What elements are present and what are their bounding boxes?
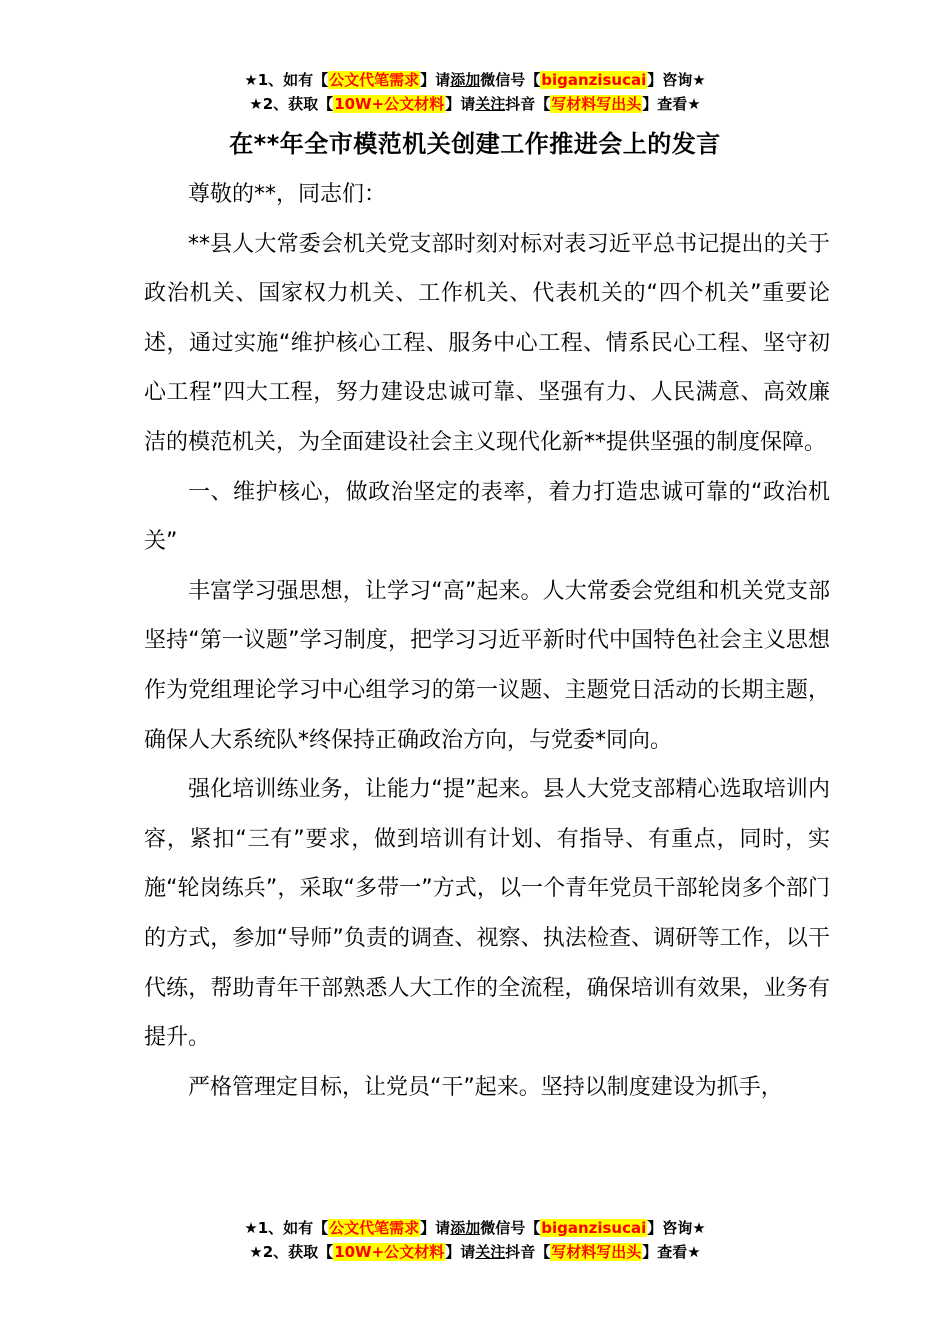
document-body (144, 170, 830, 1112)
paragraph: 严格管理定目标，让党员“干”起来。坚持以制度建设为抓手， (188, 1074, 783, 1100)
promo-emphasis: 添加 (450, 1219, 481, 1237)
document-title: 在**年全市模范机关创建工作推进会上的发言 (229, 130, 721, 158)
promo-banner-top (0, 68, 950, 116)
promo-line-1: ★1、如有【公文代笔需求】请添加微信号【biganzisucai】咨询★ (244, 71, 706, 89)
promo-line-1: ★1、如有【公文代笔需求】请添加微信号【biganzisucai】咨询★ (244, 1219, 706, 1237)
promo-highlight-douyin: 写材料写出头 (551, 1243, 642, 1261)
section-heading: 一、维护核心，做政治坚定的表率，着力打造忠诚可靠的“政治机关” (144, 479, 830, 555)
promo-highlight-wechat: biganzisucai (541, 1219, 647, 1237)
promo-emphasis: 关注 (475, 1243, 506, 1261)
promo-emphasis: 关注 (475, 95, 506, 113)
promo-emphasis: 添加 (450, 71, 481, 89)
promo-highlight-materials: 10W+公文材料 (334, 95, 445, 113)
salutation: 尊敬的**，同志们： (188, 182, 387, 207)
promo-highlight-service: 公文代笔需求 (329, 71, 420, 89)
promo-highlight-materials: 10W+公文材料 (334, 1243, 445, 1261)
promo-line-2: ★2、获取【10W+公文材料】请关注抖音【写材料写出头】查看★ (249, 1243, 701, 1261)
paragraph: 丰富学习强思想，让学习“高”起来。人大常委会党组和机关党支部坚持“第一议题”学习制度，把学习习近平新时代中国特色社会主义思想作为党组理论学习中心组学习的第一议题、主题党日活动的长期主题，确保人大系统队*终保持正确政治方向，与党委*同向。 (144, 578, 830, 753)
paragraph-intro: **县人大常委会机关党支部时刻对标对表习近平总书记提出的关于政治机关、国家权力机关、工作机关、代表机关的“四个机关”重要论述，通过实施“维护核心工程、服务中心工程、情系民心工程、坚守初心工程”四大工程，努力建设忠诚可靠、坚强有力、人民满意、高效廉洁的模范机关，为全面建设社会主义现代化新**提供坚强的制度保障。 (144, 231, 830, 455)
promo-highlight-service: 公文代笔需求 (329, 1219, 420, 1237)
promo-highlight-douyin: 写材料写出头 (551, 95, 642, 113)
promo-banner-bottom (0, 1216, 950, 1264)
promo-highlight-wechat: biganzisucai (541, 71, 647, 89)
paragraph: 强化培训练业务，让能力“提”起来。县人大党支部精心选取培训内容，紧扣“三有”要求，做到培训有计划、有指导、有重点，同时，实施“轮岗练兵”，采取“多带一”方式，以一个青年党员干部轮岗多个部门的方式，参加“导师”负责的调查、视察、执法检查、调研等工作，以干代练，帮助青年干部熟悉人大工作的全流程，确保培训有效果，业务有提升。 (144, 777, 830, 1051)
promo-line-2: ★2、获取【10W+公文材料】请关注抖音【写材料写出头】查看★ (249, 95, 701, 113)
